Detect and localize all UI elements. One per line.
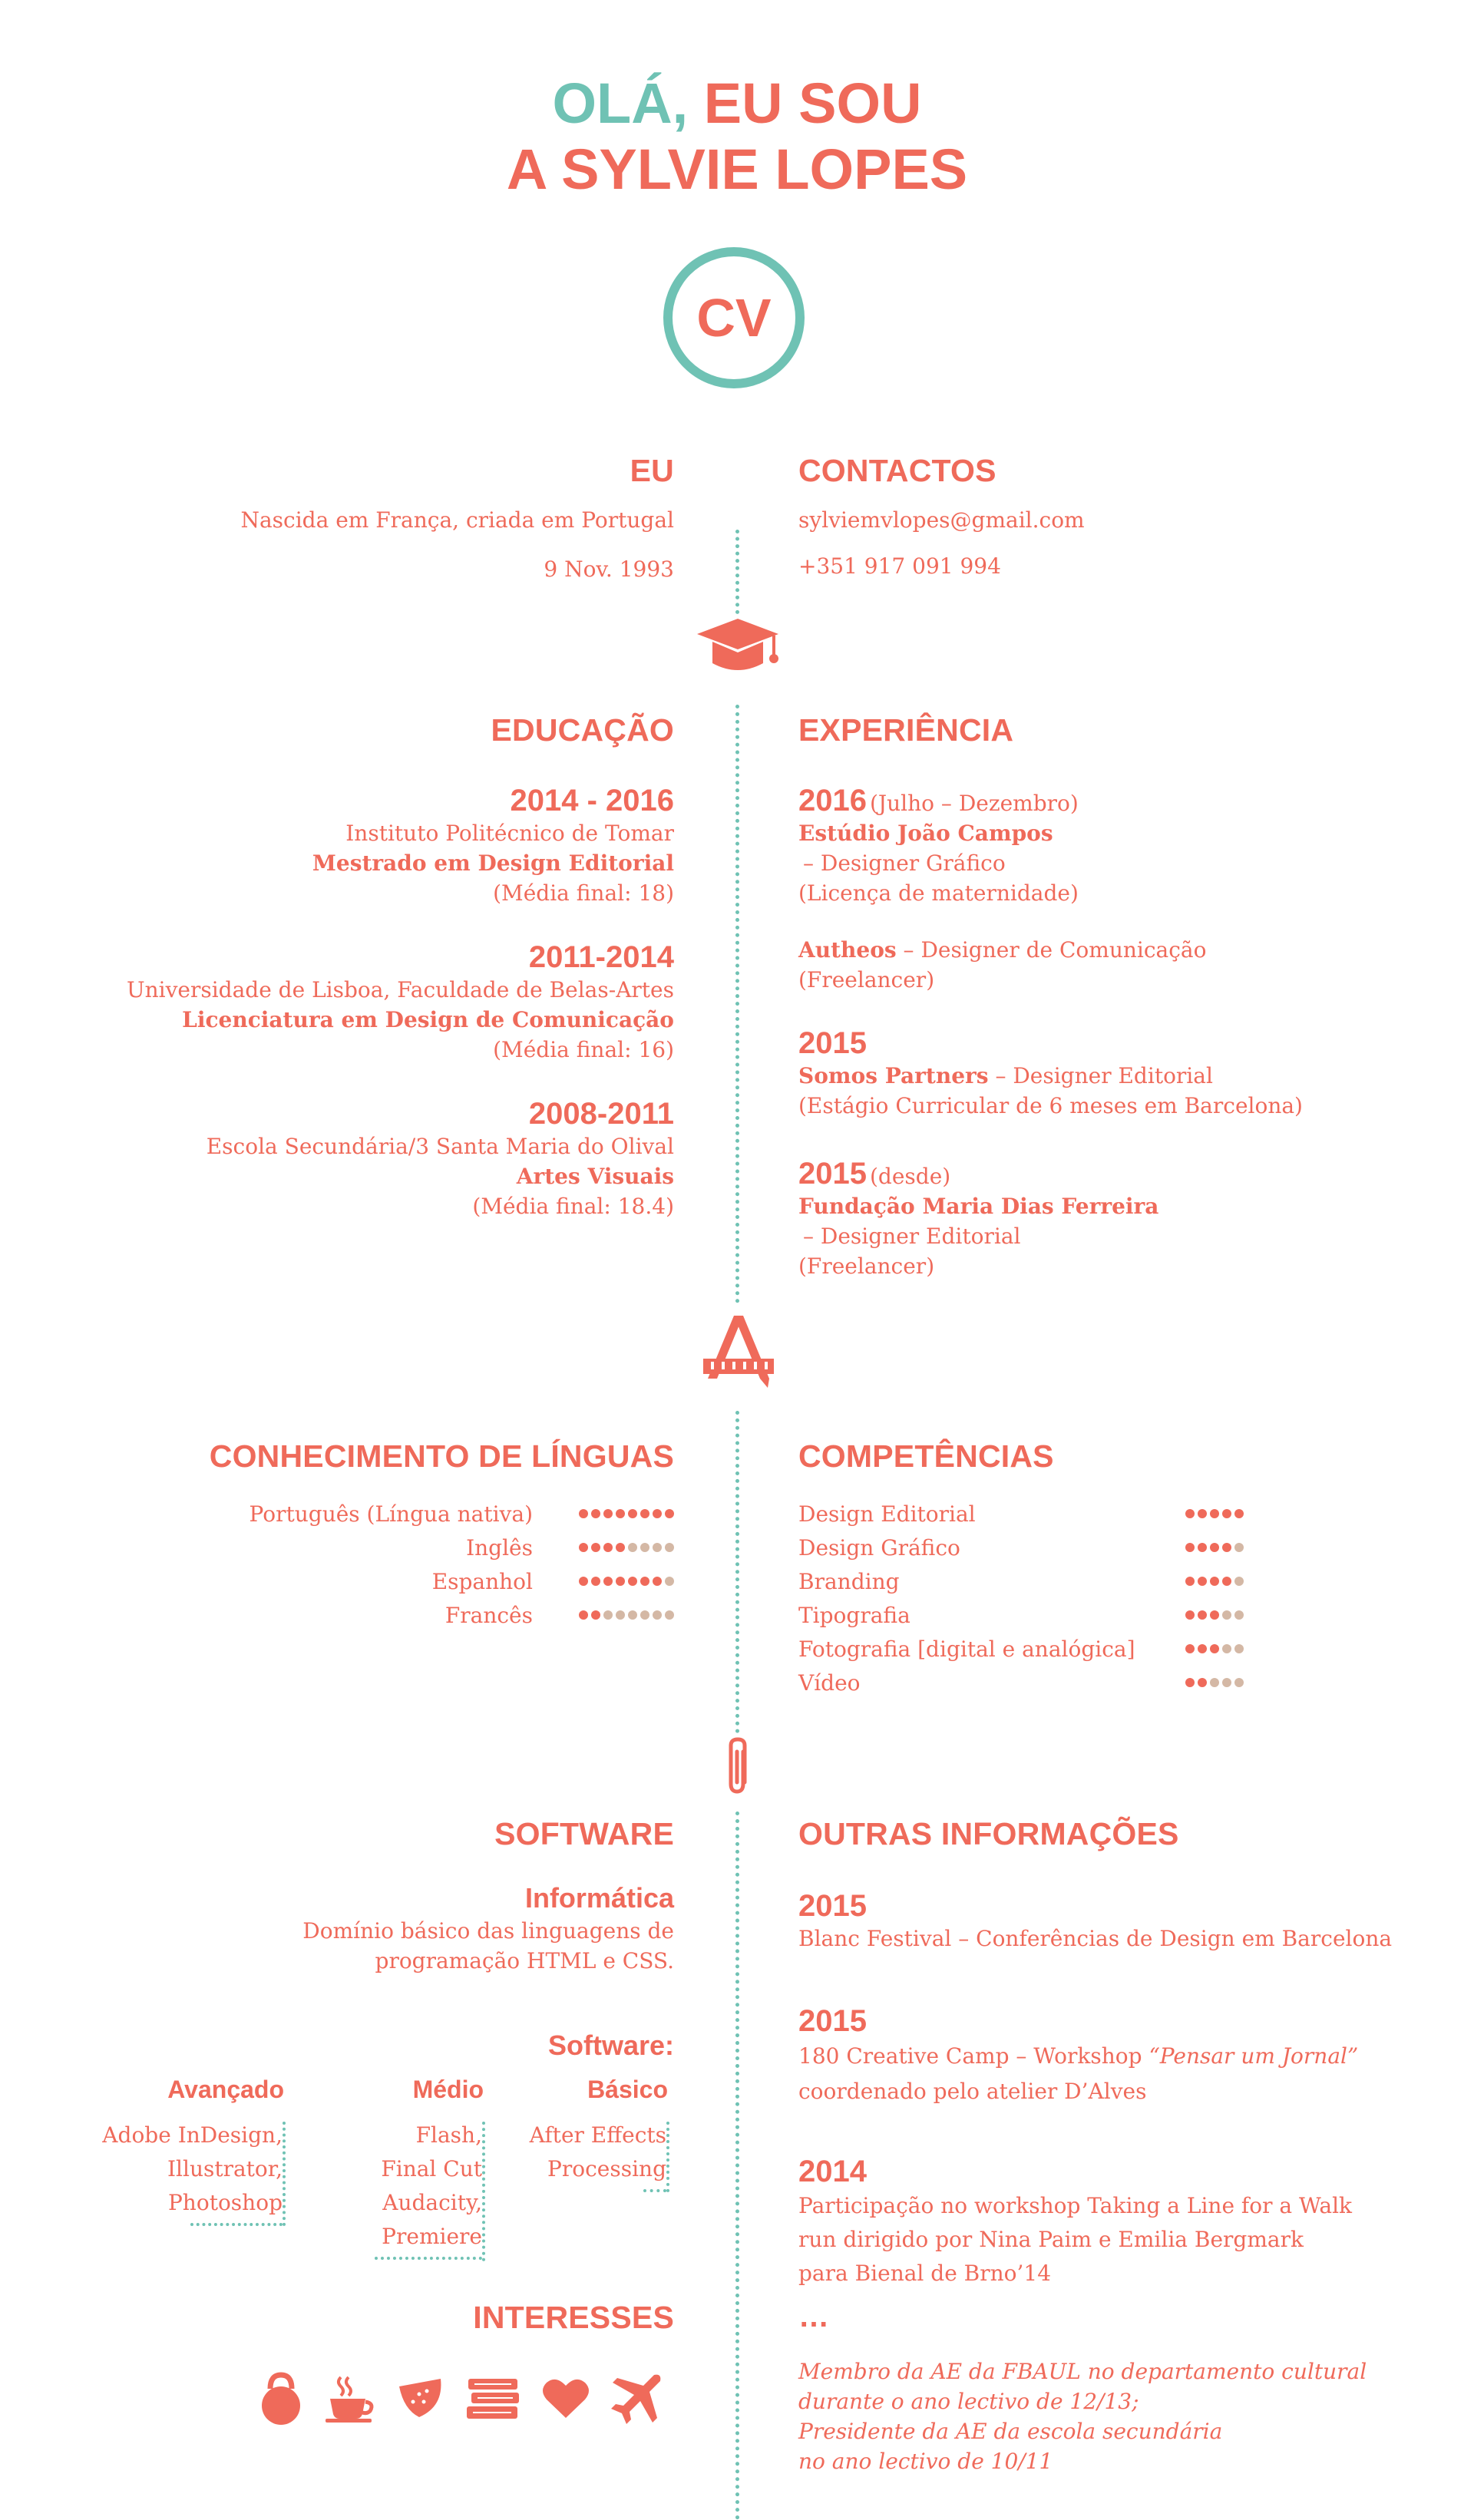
outras-heading: OUTRAS INFORMAÇÕES bbox=[798, 1816, 1179, 1851]
rating-dot-filled bbox=[1198, 1610, 1207, 1620]
rating-dot-filled bbox=[1198, 1644, 1207, 1653]
skill-row bbox=[798, 1632, 1244, 1666]
language-row bbox=[91, 1497, 674, 1531]
other-info-text: Participação no workshop Taking a Line for a Walk bbox=[798, 2193, 1352, 2218]
rating-dot-empty bbox=[1234, 1610, 1244, 1620]
graduation-cap-icon bbox=[692, 619, 783, 682]
rating-dot-empty bbox=[628, 1610, 637, 1620]
software-bracket-line bbox=[283, 2122, 286, 2226]
software-list-basico bbox=[497, 2119, 666, 2192]
rating-dot-filled bbox=[603, 1577, 613, 1586]
experience-extra: (Freelancer) bbox=[798, 1253, 935, 1279]
skills-list bbox=[798, 1497, 1244, 1699]
language-row-label: Português (Língua nativa) bbox=[249, 1501, 533, 1527]
experience-role: – Designer Editorial bbox=[803, 1224, 1021, 1249]
linguas-heading: CONHECIMENTO DE LÍNGUAS bbox=[209, 1438, 674, 1474]
rating-dot-filled bbox=[579, 1577, 588, 1586]
rating-dot-filled bbox=[603, 1543, 613, 1552]
software-level-title: Avançado bbox=[167, 2076, 284, 2103]
experience-role: – Designer de Comunicação bbox=[903, 937, 1207, 963]
software-list-avancado bbox=[75, 2119, 283, 2226]
other-info-item bbox=[798, 2003, 1459, 2109]
rating-dot-empty bbox=[1222, 1678, 1231, 1687]
software-item: Audacity, bbox=[382, 2190, 482, 2215]
rating-dot-filled bbox=[616, 1543, 625, 1552]
skill-row bbox=[798, 1598, 1244, 1632]
rating-dot-filled bbox=[653, 1577, 662, 1586]
rating-dot-filled bbox=[579, 1509, 588, 1518]
software-bracket-line bbox=[482, 2122, 485, 2261]
rating-dot-empty bbox=[1210, 1678, 1219, 1687]
rating-dot-filled bbox=[616, 1577, 625, 1586]
skill-row bbox=[798, 1666, 1244, 1699]
watermelon-icon bbox=[396, 2376, 445, 2422]
rating-dots bbox=[579, 1577, 674, 1586]
educacao-heading: EDUCAÇÃO bbox=[491, 712, 674, 748]
rating-dot-empty bbox=[653, 1543, 662, 1552]
experience-item bbox=[798, 935, 1413, 995]
rating-dot-filled bbox=[1185, 1678, 1195, 1687]
skill-row bbox=[798, 1564, 1244, 1598]
cv-badge bbox=[663, 247, 805, 388]
software-item: Premiere bbox=[382, 2224, 482, 2249]
software-item: Adobe InDesign, bbox=[102, 2122, 283, 2148]
cv-badge-label: CV bbox=[696, 288, 772, 348]
experience-company: Fundação Maria Dias Ferreira bbox=[798, 1194, 1159, 1219]
informatica-title: Informática bbox=[524, 1882, 674, 1914]
rating-dot-empty bbox=[665, 1610, 674, 1620]
rating-dot-filled bbox=[1185, 1644, 1195, 1653]
software-item: Final Cut bbox=[381, 2156, 482, 2181]
rating-dot-filled bbox=[1185, 1509, 1195, 1518]
skill-row bbox=[798, 1531, 1244, 1564]
rating-dot-empty bbox=[665, 1543, 674, 1552]
experience-year: 2016 bbox=[798, 784, 867, 817]
language-row bbox=[91, 1598, 674, 1632]
other-info-text: Blanc Festival – Conferências de Design em Barcelona bbox=[798, 1926, 1393, 1951]
paperclip-icon bbox=[725, 1736, 751, 1802]
other-info-roles bbox=[798, 2357, 1459, 2476]
education-years: 2011-2014 bbox=[528, 940, 674, 974]
experience-item bbox=[798, 1026, 1413, 1121]
language-row-label: Espanhol bbox=[431, 1568, 533, 1594]
timeline-segment bbox=[735, 1411, 739, 1733]
skill-row-label: Design Gráfico bbox=[798, 1534, 960, 1561]
rating-dot-filled bbox=[591, 1509, 600, 1518]
software-item: Flash, bbox=[415, 2122, 482, 2148]
title-intro: EU SOU bbox=[703, 71, 922, 135]
other-info-item bbox=[798, 2154, 1459, 2290]
heart-icon bbox=[542, 2378, 590, 2419]
software-bracket-line bbox=[666, 2122, 669, 2192]
rating-dot-empty bbox=[665, 1577, 674, 1586]
rating-dot-empty bbox=[1234, 1543, 1244, 1552]
rating-dot-filled bbox=[1234, 1509, 1244, 1518]
experience-company: Estúdio João Campos bbox=[798, 821, 1053, 846]
other-info-role-line: durante o ano lectivo de 12/13; bbox=[798, 2389, 1139, 2414]
rating-dot-filled bbox=[1210, 1543, 1219, 1552]
other-info-workshop-title: “Pensar um Jornal” bbox=[1148, 2043, 1359, 2069]
education-item bbox=[60, 940, 674, 1065]
software-heading: SOFTWARE bbox=[494, 1816, 674, 1851]
software-item: Illustrator, bbox=[167, 2156, 283, 2181]
education-degree: Artes Visuais bbox=[516, 1164, 674, 1189]
rating-dot-filled bbox=[1222, 1577, 1231, 1586]
language-row bbox=[91, 1531, 674, 1564]
software-item: After Effects bbox=[529, 2122, 666, 2148]
contactos-heading: CONTACTOS bbox=[798, 453, 996, 488]
title-greeting: OLÁ, bbox=[552, 71, 689, 135]
education-degree: Mestrado em Design Editorial bbox=[312, 850, 674, 876]
rating-dot-empty bbox=[616, 1610, 625, 1620]
rating-dot-filled bbox=[603, 1509, 613, 1518]
other-info-year: 2015 bbox=[798, 1889, 867, 1923]
rating-dot-filled bbox=[1222, 1509, 1231, 1518]
other-info-text: coordenado pelo atelier D’Alves bbox=[798, 2079, 1147, 2104]
eu-heading: EU bbox=[630, 453, 674, 488]
rating-dot-empty bbox=[653, 1610, 662, 1620]
education-school: Universidade de Lisboa, Faculdade de Belas-Artes bbox=[126, 977, 674, 1002]
software-bracket bbox=[375, 2254, 482, 2260]
rating-dot-filled bbox=[665, 1509, 674, 1518]
informatica-block bbox=[137, 1881, 674, 1976]
software-level-medio bbox=[413, 2072, 484, 2106]
rating-dots bbox=[1185, 1577, 1244, 1586]
software-level-avancado bbox=[167, 2072, 284, 2106]
experience-note: (desde) bbox=[869, 1164, 951, 1189]
other-info-role-line: Presidente da AE da escola secundária bbox=[798, 2419, 1223, 2444]
skill-row-label: Design Editorial bbox=[798, 1501, 976, 1527]
rating-dots bbox=[1185, 1644, 1244, 1653]
rating-dot-empty bbox=[1234, 1644, 1244, 1653]
experience-extra: (Freelancer) bbox=[798, 967, 935, 992]
software-level-title: Médio bbox=[412, 2076, 484, 2103]
rating-dot-filled bbox=[653, 1509, 662, 1518]
experience-role: – Designer Gráfico bbox=[803, 850, 1006, 876]
education-grade: (Média final: 18.4) bbox=[472, 1194, 674, 1219]
other-info-year: 2014 bbox=[798, 2155, 867, 2188]
rating-dot-filled bbox=[640, 1509, 649, 1518]
language-list bbox=[91, 1497, 674, 1632]
software-bracket bbox=[190, 2220, 283, 2226]
timeline-segment bbox=[735, 705, 739, 1303]
rating-dot-filled bbox=[1222, 1543, 1231, 1552]
other-info-year: 2015 bbox=[798, 2004, 867, 2038]
rating-dot-empty bbox=[1234, 1577, 1244, 1586]
experience-role: – Designer Editorial bbox=[995, 1063, 1213, 1088]
rating-dot-filled bbox=[628, 1509, 637, 1518]
education-degree: Licenciatura em Design de Comunicação bbox=[182, 1007, 674, 1032]
contact-email[interactable]: sylviemvlopes@gmail.com bbox=[798, 507, 1085, 533]
experience-item bbox=[798, 783, 1413, 908]
software-level-basico bbox=[587, 2072, 668, 2106]
rating-dot-filled bbox=[1210, 1509, 1219, 1518]
education-years: 2014 - 2016 bbox=[510, 784, 674, 817]
experiencia-heading: EXPERIÊNCIA bbox=[798, 712, 1014, 748]
rating-dot-filled bbox=[640, 1577, 649, 1586]
title-line-2: A SYLVIE LOPES bbox=[506, 137, 968, 201]
eu-birthdate: 9 Nov. 1993 bbox=[544, 557, 674, 582]
rating-dot-filled bbox=[1198, 1543, 1207, 1552]
kettlebell-icon bbox=[258, 2372, 304, 2426]
experience-year: 2015 bbox=[798, 1026, 867, 1060]
other-info-text: 180 Creative Camp – Workshop bbox=[798, 2043, 1149, 2069]
skill-row-label: Tipografia bbox=[798, 1602, 911, 1628]
rating-dot-filled bbox=[1210, 1610, 1219, 1620]
design-tools-icon bbox=[703, 1316, 774, 1392]
education-grade: (Média final: 18) bbox=[493, 880, 674, 906]
language-row bbox=[91, 1564, 674, 1598]
rating-dot-filled bbox=[1185, 1610, 1195, 1620]
timeline-segment bbox=[735, 1812, 739, 2520]
rating-dots bbox=[579, 1543, 674, 1552]
experience-note: (Julho – Dezembro) bbox=[869, 791, 1079, 816]
other-info-item bbox=[798, 1888, 1459, 1954]
software-bracket bbox=[643, 2186, 666, 2192]
experience-company: Autheos bbox=[798, 937, 897, 963]
rating-dot-empty bbox=[640, 1610, 649, 1620]
experience-extra: (Estágio Curricular de 6 meses em Barcelona) bbox=[798, 1093, 1303, 1118]
skill-row-label: Vídeo bbox=[798, 1670, 861, 1696]
rating-dot-filled bbox=[591, 1543, 600, 1552]
language-row-label: Francês bbox=[445, 1602, 533, 1628]
rating-dot-filled bbox=[1198, 1678, 1207, 1687]
competencias-heading: COMPETÊNCIAS bbox=[798, 1438, 1054, 1474]
software-level-title: Básico bbox=[587, 2076, 668, 2103]
rating-dot-empty bbox=[628, 1543, 637, 1552]
eu-birthplace: Nascida em França, criada em Portugal bbox=[240, 507, 674, 533]
page-title bbox=[0, 71, 1474, 203]
timeline-segment bbox=[735, 530, 739, 614]
education-item bbox=[60, 1096, 674, 1221]
rating-dot-empty bbox=[1222, 1644, 1231, 1653]
rating-dot-filled bbox=[579, 1543, 588, 1552]
experience-year: 2015 bbox=[798, 1157, 867, 1191]
rating-dots bbox=[1185, 1678, 1244, 1687]
contact-phone[interactable]: +351 917 091 994 bbox=[798, 553, 1001, 579]
rating-dot-filled bbox=[1210, 1577, 1219, 1586]
rating-dot-filled bbox=[579, 1610, 588, 1620]
other-info-role-line: no ano lectivo de 10/11 bbox=[798, 2449, 1053, 2474]
education-years: 2008-2011 bbox=[528, 1097, 674, 1131]
education-item bbox=[60, 783, 674, 908]
rating-dot-filled bbox=[1198, 1509, 1207, 1518]
skill-row-label: Branding bbox=[798, 1568, 900, 1594]
education-school: Instituto Politécnico de Tomar bbox=[345, 821, 674, 846]
interesses-heading: INTERESSES bbox=[473, 2300, 674, 2335]
skill-row bbox=[798, 1497, 1244, 1531]
other-info-ellipsis: … bbox=[798, 2300, 829, 2333]
rating-dots bbox=[579, 1610, 674, 1620]
rating-dot-filled bbox=[1185, 1577, 1195, 1586]
skill-row-label: Fotografia [digital e analógica] bbox=[798, 1636, 1135, 1662]
airplane-icon bbox=[610, 2372, 663, 2426]
software-subtitle: Software: bbox=[547, 2030, 674, 2061]
other-info-role-line: Membro da AE da FBAUL no departamento cultural bbox=[798, 2359, 1367, 2384]
language-row-label: Inglês bbox=[466, 1534, 533, 1561]
rating-dot-filled bbox=[591, 1610, 600, 1620]
experience-company: Somos Partners bbox=[798, 1063, 989, 1088]
coffee-cup-icon bbox=[324, 2374, 376, 2423]
software-list-medio bbox=[329, 2119, 482, 2260]
other-info-text: para Bienal de Brno’14 bbox=[798, 2261, 1052, 2286]
rating-dot-filled bbox=[616, 1509, 625, 1518]
education-grade: (Média final: 16) bbox=[493, 1037, 674, 1062]
rating-dots bbox=[579, 1509, 674, 1518]
software-item: Processing bbox=[547, 2156, 666, 2181]
software-item: Photoshop bbox=[167, 2190, 283, 2215]
rating-dot-empty bbox=[1222, 1610, 1231, 1620]
experience-extra: (Licença de maternidade) bbox=[798, 880, 1079, 906]
books-icon bbox=[465, 2376, 522, 2422]
education-school: Escola Secundária/3 Santa Maria do Olival bbox=[206, 1134, 674, 1159]
interests-icons bbox=[258, 2372, 663, 2426]
experience-item bbox=[798, 1156, 1413, 1281]
rating-dot-empty bbox=[603, 1610, 613, 1620]
rating-dot-filled bbox=[1198, 1577, 1207, 1586]
other-info-text: run dirigido por Nina Paim e Emilia Bergmark bbox=[798, 2227, 1304, 2252]
rating-dots bbox=[1185, 1543, 1244, 1552]
rating-dot-empty bbox=[1234, 1678, 1244, 1687]
informatica-line: programação HTML e CSS. bbox=[375, 1948, 674, 1973]
rating-dot-filled bbox=[1185, 1543, 1195, 1552]
rating-dots bbox=[1185, 1509, 1244, 1518]
title-line-1 bbox=[0, 71, 1474, 137]
rating-dot-empty bbox=[640, 1543, 649, 1552]
rating-dot-filled bbox=[591, 1577, 600, 1586]
rating-dot-filled bbox=[628, 1577, 637, 1586]
rating-dots bbox=[1185, 1610, 1244, 1620]
rating-dot-filled bbox=[1210, 1644, 1219, 1653]
informatica-line: Domínio básico das linguagens de bbox=[302, 1918, 674, 1944]
